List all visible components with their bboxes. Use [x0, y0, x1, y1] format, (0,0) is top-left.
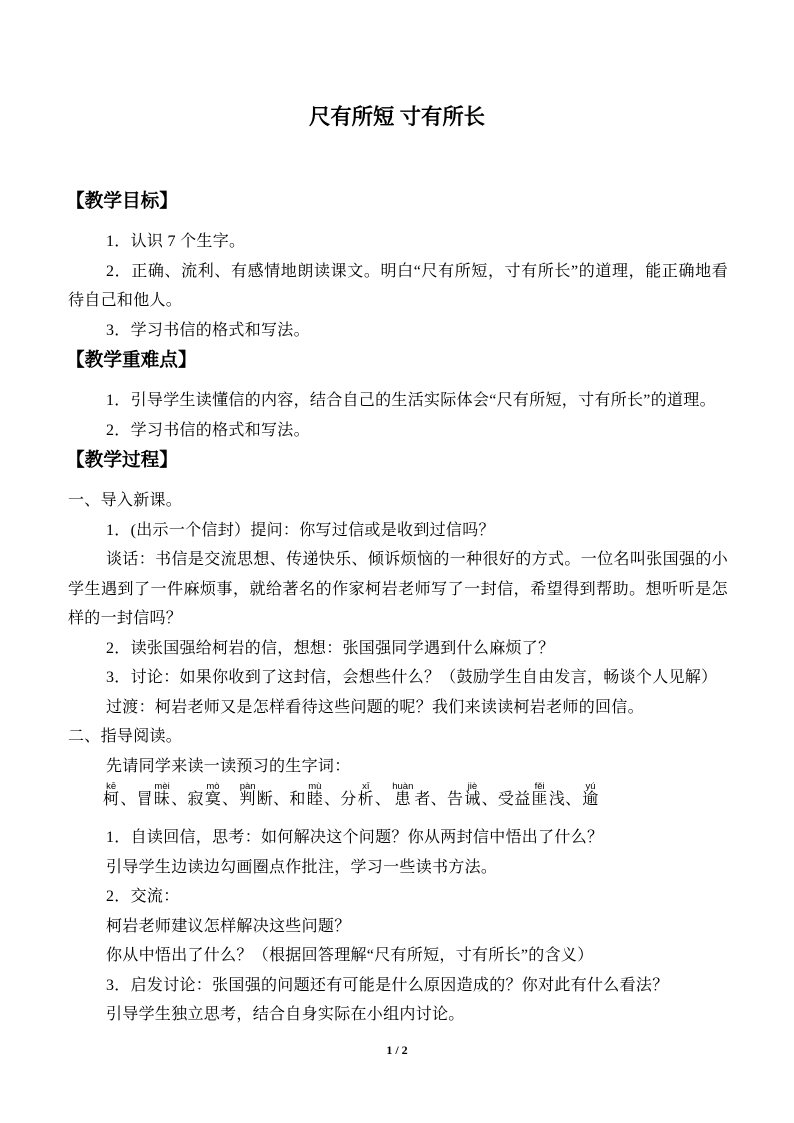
ruby-base: 诫 — [464, 791, 481, 808]
ruby-char — [205, 781, 221, 812]
paragraph: 3．讨论：如果你收到了这封信，会想些什么？（鼓励学生自由发言，畅谈个人见解） — [106, 669, 718, 686]
vocab-intro: 先请同学来读一读预习的生字词： — [106, 757, 351, 775]
paragraph: 引导学生独立思考，结合自身实际在小组内讨论。 — [106, 1006, 465, 1023]
vocab-text: 断、和 — [256, 791, 306, 808]
ruby-base: 寞 — [204, 791, 222, 808]
goal-item: 1．认识 7 个生字。 — [106, 233, 246, 250]
ruby-char — [239, 781, 255, 812]
pinyin-annotation: kē — [106, 781, 117, 792]
key-point-item: 2．学习书信的格式和写法。 — [106, 421, 310, 439]
ruby-base: 昧 — [153, 791, 171, 808]
paragraph: 引导学生边读边勾画圈点作批注，学习一些读书方法。 — [106, 858, 498, 876]
ruby-char — [532, 781, 548, 812]
vocabulary-list — [68, 781, 728, 823]
pinyin-annotation: huàn — [392, 781, 414, 792]
ruby-base: 析 — [357, 791, 374, 808]
pinyin-annotation: jiè — [467, 781, 478, 792]
ruby-char — [582, 781, 598, 812]
paragraph: 1．(出示一个信封）提问：你写过信或是收到过信吗？ — [106, 521, 495, 539]
ruby-base: 睦 — [306, 791, 323, 808]
key-point-item: 1．引导学生读懂信的内容，结合自己的生活实际体会“尺有所短，寸有所长”的道理。 — [106, 392, 716, 409]
ruby-char — [392, 781, 413, 812]
pinyin-annotation: xī — [362, 781, 370, 792]
pinyin-annotation: fěi — [534, 781, 545, 792]
ruby-char — [464, 781, 480, 812]
vocab-text: 、 — [222, 791, 239, 808]
paragraph: 2．读张国强给柯岩的信，想想：张国强同学遇到什么麻烦了？ — [106, 639, 555, 657]
pinyin-annotation: mò — [206, 781, 220, 792]
pinyin-annotation: mù — [308, 781, 322, 792]
vocab-text: 、分 — [324, 791, 357, 808]
ruby-char — [154, 781, 170, 812]
pinyin-annotation: pàn — [239, 781, 256, 792]
page-title: 尺有所短 寸有所长 — [309, 105, 485, 129]
ruby-char — [307, 781, 323, 812]
paragraph: 3．启发讨论：张国强的问题还有可能是什么原因造成的？你对此有什么看法？ — [106, 976, 669, 994]
page-number: 1 / 2 — [386, 1043, 408, 1057]
paragraph: 柯岩老师建议怎样解决这些问题？ — [106, 917, 351, 935]
paragraph: 2．交流： — [106, 888, 180, 905]
ruby-base: 患 — [394, 791, 411, 808]
vocab-text: 、冒 — [120, 791, 153, 808]
pinyin-annotation: yú — [585, 781, 596, 792]
paragraph: 谈话：书信是交流思想、传递快乐、倾诉烦恼的一种很好的方式。一位名叫张国强的小学生遇到了一件麻烦事，就给著名的作家柯岩老师写了一封信，希望得到帮助。想听听是怎样的一封信吗？ — [68, 551, 728, 627]
section-heading-teaching-goals: 【教学目标】 — [66, 191, 178, 212]
part-heading-introduction: 一、导入新课。 — [68, 492, 183, 509]
ruby-base: 匪 — [531, 791, 548, 808]
document-body — [68, 186, 728, 1030]
vocab-text: 、 — [374, 791, 392, 808]
paragraph: 过渡：柯岩老师又是怎样看待这些问题的呢？我们来读读柯岩老师的回信。 — [106, 698, 644, 716]
vocab-text: 、受益 — [481, 791, 531, 808]
paragraph: 你从中悟出了什么？（根据回答理解“尺有所短，寸有所长”的含义） — [106, 947, 594, 964]
goal-item: 3．学习书信的格式和写法。 — [106, 321, 310, 339]
ruby-base: 判 — [239, 791, 256, 808]
goal-item: 2．正确、流利、有感情地朗读课文。明白“尺有所短，寸有所长”的道理，能正确地看待自己和他人。 — [68, 262, 728, 309]
vocab-text: 浅、 — [548, 791, 582, 808]
ruby-char — [358, 781, 374, 812]
ruby-base: 逾 — [582, 791, 599, 808]
vocab-text: 、寂 — [171, 791, 204, 808]
ruby-base: 柯 — [103, 791, 120, 808]
section-heading-teaching-process: 【教学过程】 — [66, 450, 178, 471]
section-heading-key-points: 【教学重难点】 — [66, 350, 197, 371]
vocab-text: 者、告 — [414, 791, 464, 808]
ruby-char — [103, 781, 119, 812]
pinyin-annotation: mèi — [154, 781, 170, 792]
paragraph: 1．自读回信，思考：如何解决这个问题？你从两封信中悟出了什么？ — [106, 829, 604, 846]
part-heading-guided-reading: 二、指导阅读。 — [68, 728, 183, 745]
